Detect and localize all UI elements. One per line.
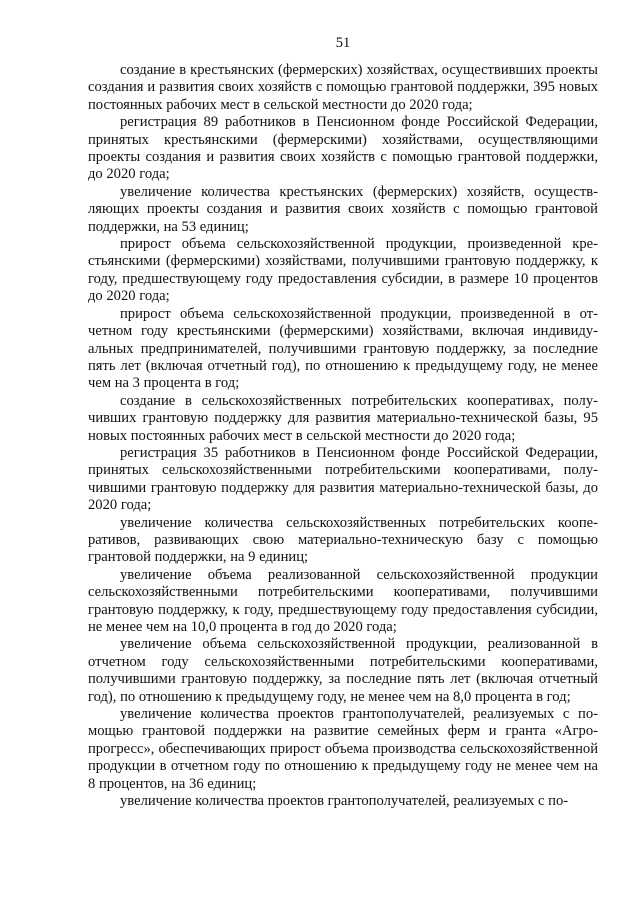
page-number: 51 (335, 35, 351, 51)
paragraph-4: прирост объема сельскохозяйственной продукции, произведенной крестьянскими (фермерскими) хозяйствами, получившими грантовую поддержку, к году, предшествующему году предоставления субсидии, в размере 10 процентов до 2020 года; (88, 236, 598, 305)
paragraph-10: увеличение объема сельскохозяйственной продукции, реализованной в отчетном году сельскохозяйственными потребительскими кооперативами, получившими грантовую поддержку, за последние пять лет (включая отчетный год), по отношению к предыдущему году, не менее чем на 8,0 процента в год; (88, 636, 598, 705)
paragraph-6: создание в сельскохозяйственных потребительских кооперативах, получивших грантовую поддержку для развития материально-технической базы, 95 новых постоянных рабочих мест в сельской местности до 2020 года; (88, 392, 598, 444)
paragraph-7: регистрация 35 работников в Пенсионном фонде Российской Федерации, принятых сельскохозяйственными потребительскими кооперативами, получившими грантовую поддержку для развития материально-технической базы, до 2020 года; (88, 444, 598, 514)
paragraph-3: увеличение количества крестьянских (фермерских) хозяйств, осуществляющих проекты создания и развития своих хозяйств с помощью грантовой поддержки, на 53 единиц; (88, 183, 598, 235)
paragraph-8: увеличение количества сельскохозяйственных потребительских кооперативов, развивающих свою материально-техническую базу с помощью грантовой поддержки, на 9 единиц; (88, 514, 598, 566)
paragraph-1: создание в крестьянских (фермерских) хозяйствах, осуществивших проекты создания и развития своих хозяйств с помощью грантовой поддержки, 395 новых постоянных рабочих мест в сельской местности до 2020 года; (88, 62, 598, 113)
paragraph-5: прирост объема сельскохозяйственной продукции, произведенной в отчетном году крестьянскими (фермерскими) хозяйствами, включая индивидуальных предпринимателей, получившими грантовую поддержку, за последние пять лет (включая отчетный год), по отношению к предыдущему году, не менее чем на 3 процента в год; (88, 305, 598, 392)
paragraph-11: увеличение количества проектов грантополучателей, реализуемых с помощью грантовой поддержки на развитие семейных ферм и гранта «Агропрогресс», обеспечивающих прирост объема производства сельскохозяйственной продукции в отчетном году по отношению к предыдущему году не менее чем на 8 процентов, на 36 единиц; (88, 706, 598, 792)
paragraph-2: регистрация 89 работников в Пенсионном фонде Российской Федерации, принятых крестьянскими (фермерскими) хозяйствами, осуществляющими проекты создания и развития своих хозяйств с помощью грантовой поддержки, до 2020 года; (88, 114, 598, 183)
paragraph-9: увеличение объема реализованной сельскохозяйственной продукции сельскохозяйственными потребительскими кооперативами, получившими грантовую поддержку, к году, предшествующему году предоставления субсидии, не менее чем на 10,0 процента в год до 2020 года; (88, 566, 598, 635)
paragraph-12: увеличение количества проектов грантополучателей, реализуемых с по- (120, 793, 569, 810)
